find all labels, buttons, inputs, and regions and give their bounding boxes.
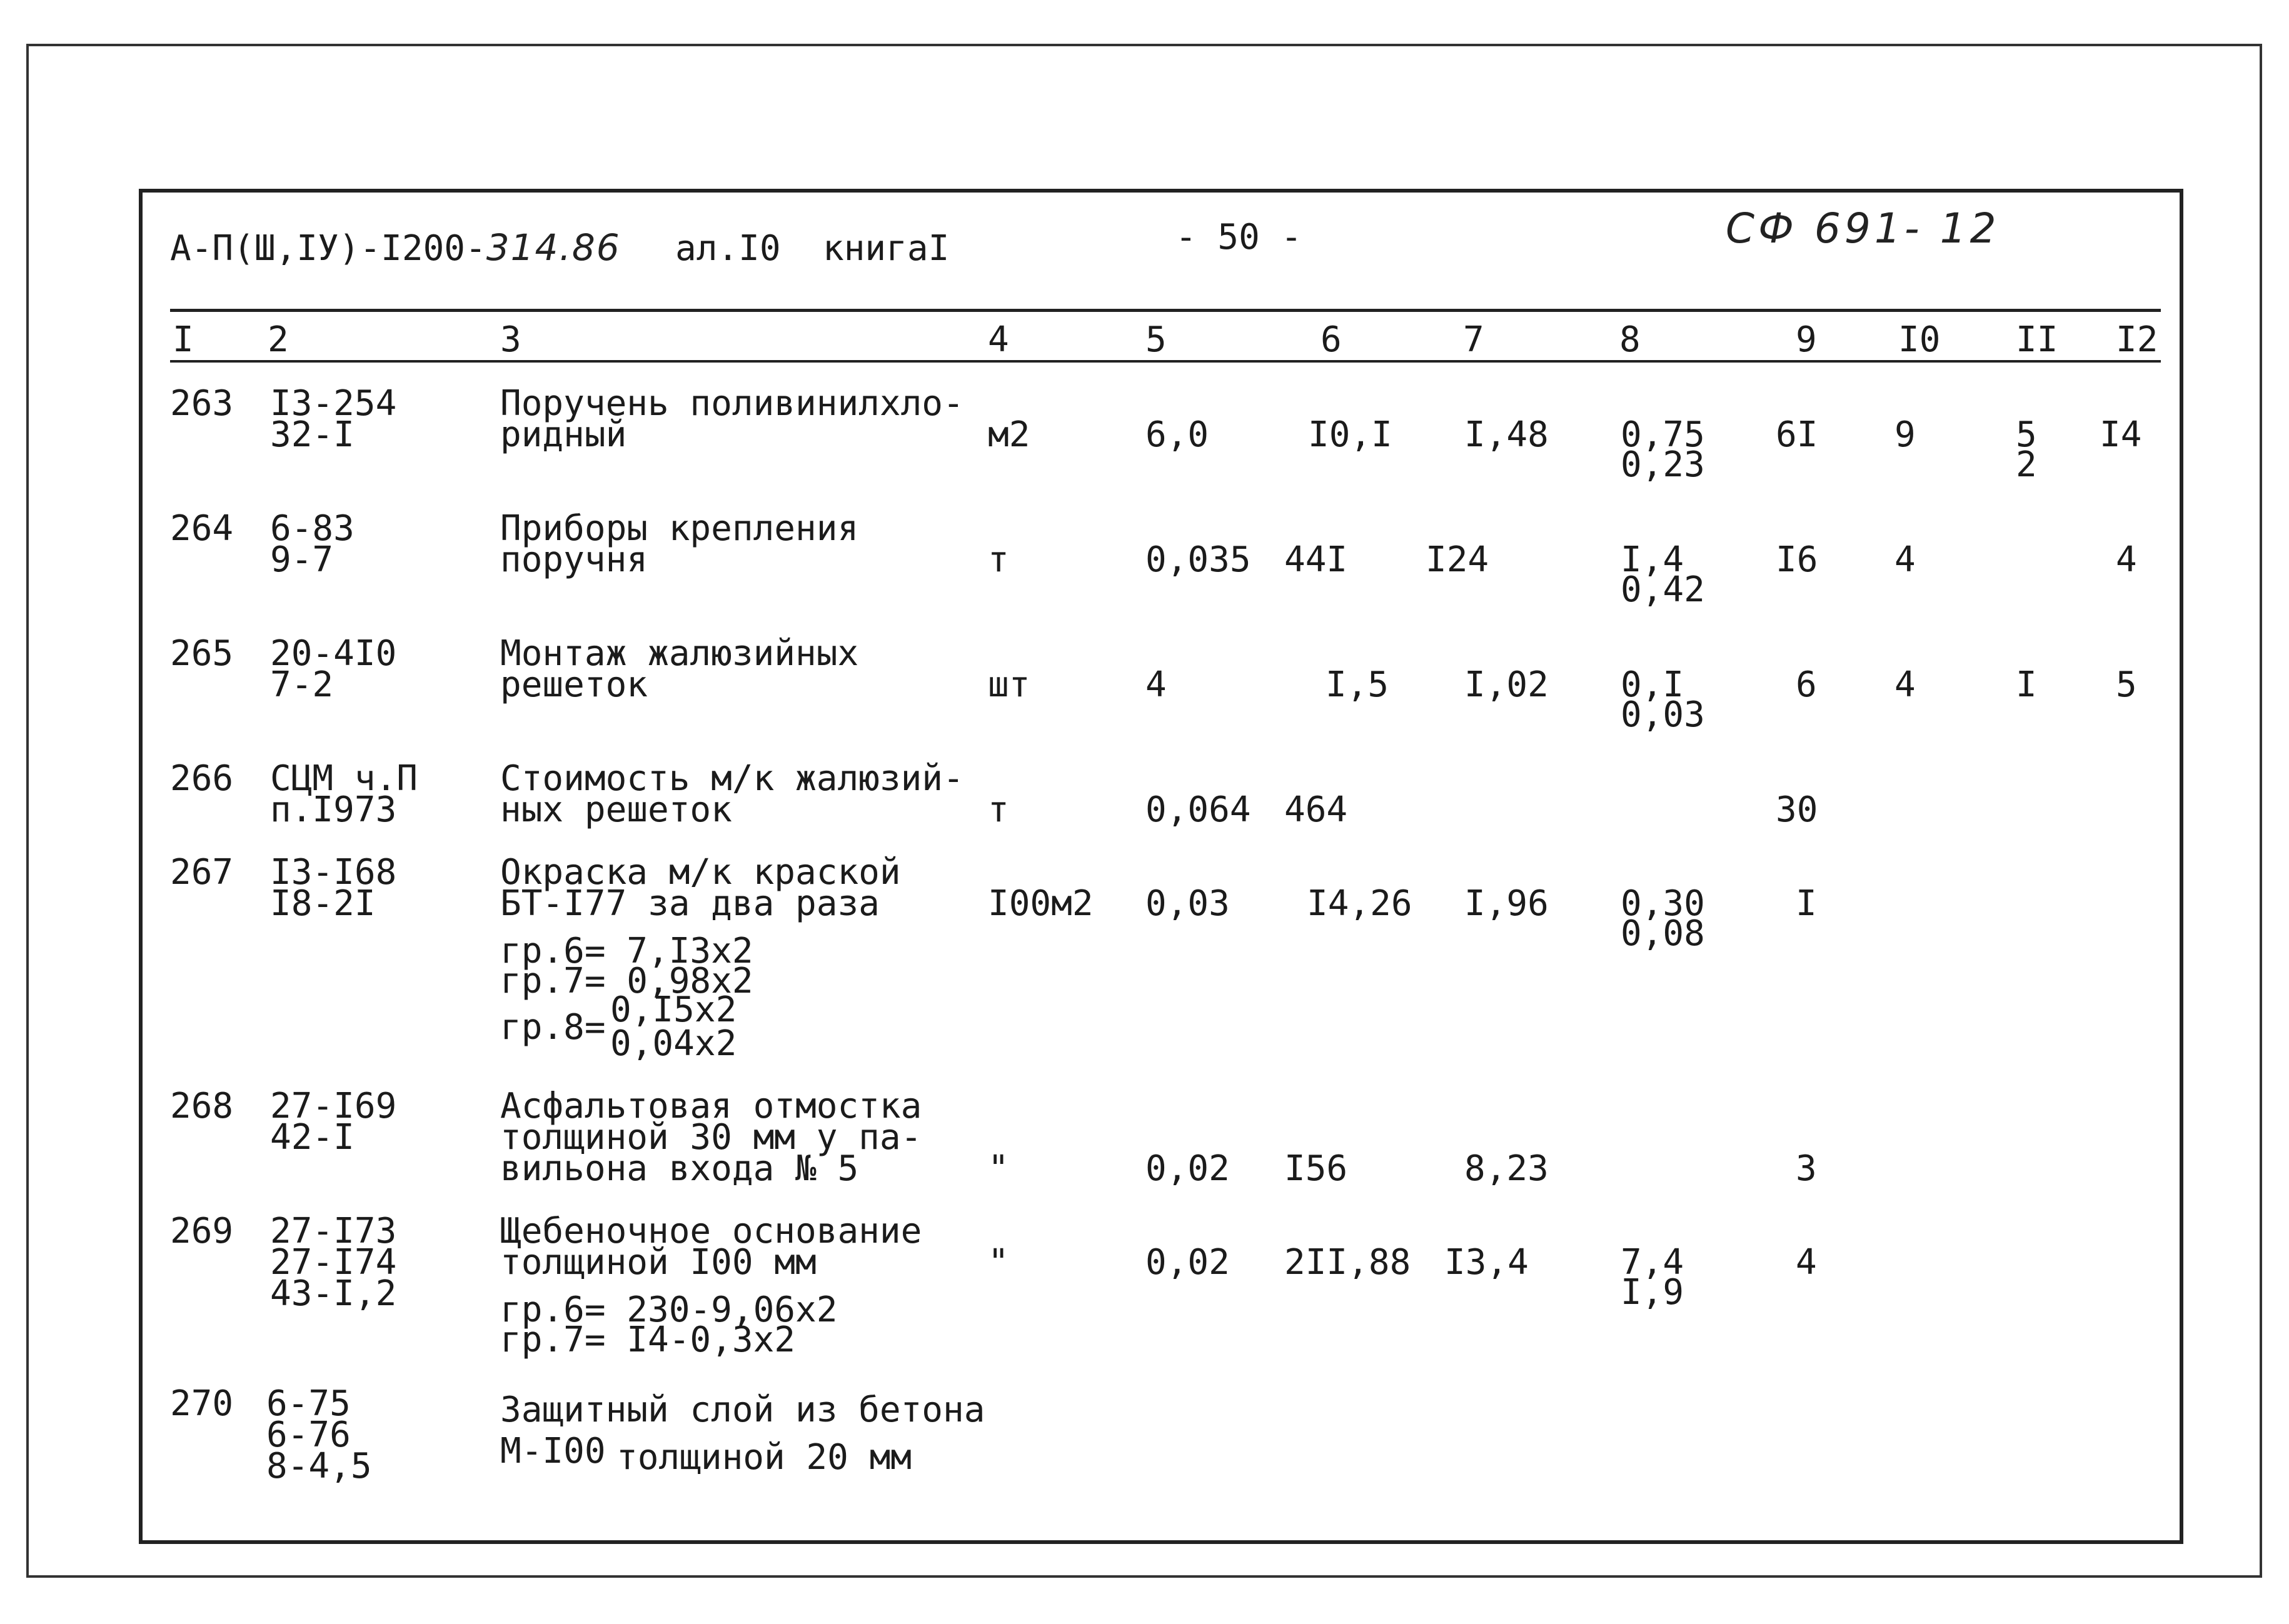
row-price: 464 xyxy=(1284,789,1348,830)
row-col9: 6I xyxy=(1776,414,1818,455)
col-header-5: 5 xyxy=(1145,319,1167,360)
row-col7: I,48 xyxy=(1464,414,1549,455)
row-description: Защитный слой из бетона xyxy=(500,1390,985,1430)
row-price: I0,I xyxy=(1308,414,1392,455)
row-col8: 0,I xyxy=(1621,664,1684,705)
row-price: 44I xyxy=(1284,539,1348,580)
col-header-2: 2 xyxy=(268,319,289,360)
row-quantity: 4 xyxy=(1145,664,1167,705)
row-col11: I xyxy=(2016,664,2037,705)
row-description: толщиной 20 мм xyxy=(616,1437,912,1478)
row-note: гр.7= I4-0,3x2 xyxy=(500,1320,796,1360)
col-header-7: 7 xyxy=(1463,319,1484,360)
row-note: гр.6= 230-9,06x2 xyxy=(500,1290,838,1330)
row-col7: I,02 xyxy=(1464,664,1549,705)
row-col8: 0,42 xyxy=(1621,569,1705,610)
row-price: 2II,88 xyxy=(1284,1242,1411,1283)
row-col10: 9 xyxy=(1894,414,1916,455)
row-code: I8-2I xyxy=(270,883,376,924)
row-col10: 4 xyxy=(1894,664,1916,705)
row-price: I56 xyxy=(1284,1148,1348,1189)
row-col8: 0,75 xyxy=(1621,414,1705,455)
col-header-4: 4 xyxy=(988,319,1009,360)
doc-code-handwritten: 314.86 xyxy=(486,226,621,269)
row-code: 6-76 xyxy=(266,1415,351,1455)
row-col9: 4 xyxy=(1796,1242,1817,1283)
row-description: толщиной 30 мм у па- xyxy=(500,1117,922,1158)
col-header-12: I2 xyxy=(2116,319,2158,360)
row-unit: т xyxy=(988,539,1009,580)
col-header-10: I0 xyxy=(1898,319,1941,360)
page-number: - 50 - xyxy=(1175,217,1302,258)
row-description: толщиной I00 мм xyxy=(500,1242,817,1283)
row-description: ных решеток xyxy=(500,789,732,830)
row-number: 268 xyxy=(170,1086,234,1126)
row-description: Окраска м/к краской xyxy=(500,852,901,893)
row-quantity: 0,02 xyxy=(1145,1242,1230,1283)
row-description: ридный xyxy=(500,414,627,455)
row-code: 6-83 xyxy=(270,508,355,549)
row-col12: 5 xyxy=(2116,664,2137,705)
row-description: Асфальтовая отмостка xyxy=(500,1086,922,1126)
row-note: 0,04x2 xyxy=(610,1023,737,1064)
row-description: БТ-I77 за два раза xyxy=(500,883,880,924)
row-number: 266 xyxy=(170,758,234,799)
row-col8: 0,03 xyxy=(1621,694,1705,735)
row-col8: 7,4 xyxy=(1621,1242,1684,1283)
row-code: СЦМ ч.П xyxy=(270,758,418,799)
row-number: 269 xyxy=(170,1211,234,1251)
row-col9: 6 xyxy=(1796,664,1817,705)
row-unit: I00м2 xyxy=(988,883,1094,924)
row-code: I3-254 xyxy=(270,383,397,424)
doc-code: А-П(Ш,IУ)-I200-314.86 xyxy=(170,226,621,269)
row-code: 7-2 xyxy=(270,664,334,705)
row-col9: 3 xyxy=(1796,1148,1817,1189)
row-code: 32-I xyxy=(270,414,355,455)
row-number: 267 xyxy=(170,852,234,893)
row-code: 42-I xyxy=(270,1117,355,1158)
album-label: ал.I0 книгаI xyxy=(675,228,950,269)
row-unit: т xyxy=(988,789,1009,830)
row-description: вильона входа № 5 xyxy=(500,1148,859,1189)
row-code: I3-I68 xyxy=(270,852,397,893)
col-header-1: I xyxy=(173,319,194,360)
row-col12: I4 xyxy=(2100,414,2142,455)
row-description: Монтаж жалюзийных xyxy=(500,633,859,674)
row-col8: 0,30 xyxy=(1621,883,1705,924)
row-description: М-I00 xyxy=(500,1431,606,1471)
row-col9: I6 xyxy=(1776,539,1818,580)
row-col7: I3,4 xyxy=(1444,1242,1529,1283)
row-code: 8-4,5 xyxy=(266,1446,372,1486)
row-col10: 4 xyxy=(1894,539,1916,580)
col-header-9: 9 xyxy=(1796,319,1817,360)
row-number: 263 xyxy=(170,383,234,424)
row-code: 9-7 xyxy=(270,539,334,580)
row-number: 270 xyxy=(170,1383,234,1424)
row-quantity: 0,064 xyxy=(1145,789,1251,830)
row-description: Стоимость м/к жалюзий- xyxy=(500,758,964,799)
col-header-11: II xyxy=(2016,319,2058,360)
col-header-8: 8 xyxy=(1619,319,1641,360)
row-code: 20-4I0 xyxy=(270,633,397,674)
row-code: 27-I74 xyxy=(270,1242,397,1283)
row-description: поручня xyxy=(500,539,648,580)
row-note: 0,I5x2 xyxy=(610,990,737,1030)
row-code: 6-75 xyxy=(266,1383,351,1424)
inner-frame xyxy=(139,189,2183,1544)
row-col9: I xyxy=(1796,883,1817,924)
row-col11: 2 xyxy=(2016,444,2037,485)
row-description: Приборы крепления xyxy=(500,508,859,549)
header-rule-top xyxy=(170,309,2161,312)
row-col7: 8,23 xyxy=(1464,1148,1549,1189)
row-col8: 0,08 xyxy=(1621,913,1705,954)
row-unit: м2 xyxy=(988,414,1030,455)
row-unit: шт xyxy=(988,664,1030,705)
row-code: 43-I,2 xyxy=(270,1273,397,1314)
row-note: гр.8= xyxy=(500,1007,606,1048)
row-description: решеток xyxy=(500,664,648,705)
row-code: 27-I73 xyxy=(270,1211,397,1251)
row-quantity: 0,03 xyxy=(1145,883,1230,924)
row-quantity: 0,035 xyxy=(1145,539,1251,580)
col-header-6: 6 xyxy=(1321,319,1342,360)
col-header-3: 3 xyxy=(500,319,521,360)
row-code: п.I973 xyxy=(270,789,397,830)
row-quantity: 0,02 xyxy=(1145,1148,1230,1189)
row-col12: 4 xyxy=(2116,539,2137,580)
row-unit: " xyxy=(988,1148,1009,1189)
row-quantity: 6,0 xyxy=(1145,414,1209,455)
row-code: 27-I69 xyxy=(270,1086,397,1126)
row-col8: 0,23 xyxy=(1621,444,1705,485)
row-number: 265 xyxy=(170,633,234,674)
header-rule-bottom xyxy=(170,360,2161,363)
row-note: гр.6= 7,I3x2 xyxy=(500,931,753,971)
row-col7: I,96 xyxy=(1464,883,1549,924)
row-unit: " xyxy=(988,1242,1009,1283)
row-price: I4,26 xyxy=(1307,883,1412,924)
row-description: Поручень поливинилхло- xyxy=(500,383,964,424)
stamp-code: СФ 691- 12 xyxy=(1726,204,2000,253)
row-note: гр.7= 0,98x2 xyxy=(500,961,753,1001)
row-col11: 5 xyxy=(2016,414,2037,455)
row-col9: 30 xyxy=(1776,789,1818,830)
row-col8: I,4 xyxy=(1621,539,1684,580)
row-number: 264 xyxy=(170,508,234,549)
row-col8: I,9 xyxy=(1621,1272,1684,1313)
row-description: Щебеночное основание xyxy=(500,1211,922,1251)
row-col7: I24 xyxy=(1426,539,1489,580)
row-price: I,5 xyxy=(1326,664,1389,705)
